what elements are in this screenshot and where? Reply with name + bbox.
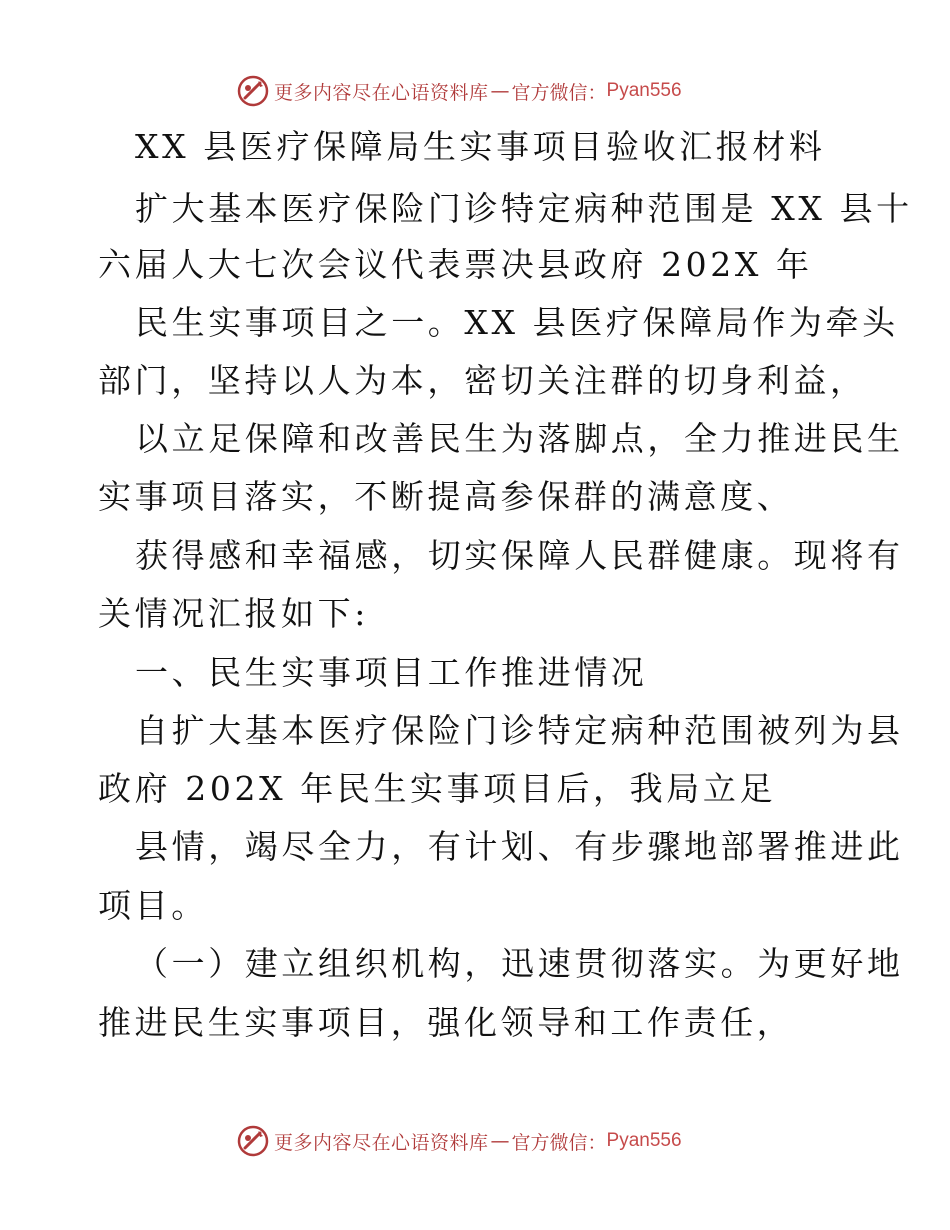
watermark-text: 更多内容尽在心语资料库 [274, 81, 489, 104]
watermark-wechat-label: 官方微信： [511, 81, 607, 104]
subsection-line: （一）建立组织机构，迅速贯彻落实。为更好地 [135, 944, 904, 983]
paragraph-line: 部门，坚持以人为本，密切关注群的切身利益， [98, 361, 867, 400]
paragraph-line: 关情况汇报如下: [98, 594, 369, 633]
paragraph-line: 扩大基本医疗保险门诊特定病种范围是 XX 县十 [135, 189, 913, 228]
paragraph-line: 获得感和幸福感，切实保障人民群健康。现将有 [135, 536, 904, 575]
logo-icon [236, 74, 270, 108]
watermark-wechat-id: Pyan556 [606, 1130, 682, 1151]
paragraph-line: 实事项目落实，不断提高参保群的满意度、 [98, 477, 794, 516]
paragraph-line: 项目。 [98, 886, 208, 925]
paragraph-line: 自扩大基本医疗保险门诊特定病种范围被列为县 [135, 711, 904, 750]
document-title: XX 县医疗保障局生实事项目验收汇报材料 [135, 127, 826, 166]
watermark-wechat-label: 官方微信： [511, 1131, 607, 1154]
watermark-wechat-id: Pyan556 [606, 80, 682, 101]
watermark-text: 更多内容尽在心语资料库 [274, 1131, 489, 1154]
logo-icon [236, 1124, 270, 1158]
section-heading: 一、民生实事项目工作推进情况 [135, 653, 648, 692]
watermark-separator: — [490, 80, 510, 102]
paragraph-line: 县情，竭尽全力，有计划、有步骤地部署推进此 [135, 827, 904, 866]
paragraph-line: 六届人大七次会议代表票决县政府 202X 年 [98, 245, 813, 284]
footer-watermark [236, 1123, 682, 1159]
paragraph-line: 民生实事项目之一。XX 县医疗保障局作为牵头 [135, 303, 899, 342]
header-watermark [236, 73, 682, 109]
paragraph-line: 以立足保障和改善民生为落脚点，全力推进民生 [135, 419, 904, 458]
watermark-separator: — [490, 1130, 510, 1152]
paragraph-line: 政府 202X 年民生实事项目后，我局立足 [98, 769, 777, 808]
paragraph-line: 推进民生实事项目，强化领导和工作责任， [98, 1003, 794, 1042]
